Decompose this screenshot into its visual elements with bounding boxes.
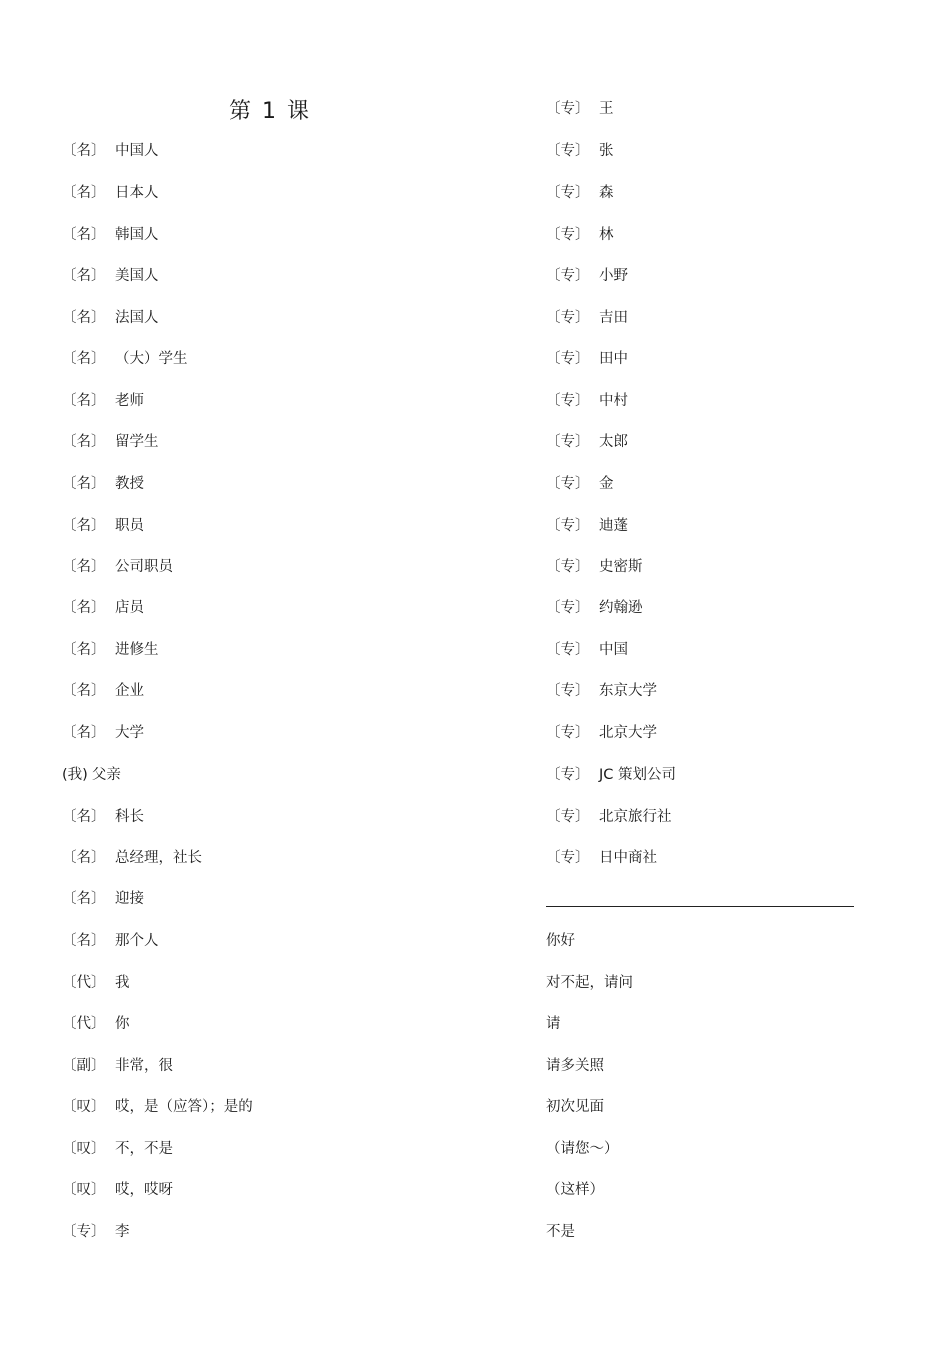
vocab-entry <box>546 99 614 119</box>
vocab-word: 老师 <box>115 393 144 409</box>
part-of-speech-tag: 〔名〕 <box>62 809 106 825</box>
vocab-word: 你 <box>115 1016 130 1032</box>
vocab-entry <box>62 266 159 286</box>
vocab-entry <box>62 391 144 411</box>
phrase-item: 请 <box>546 1016 561 1032</box>
vocab-word: 教授 <box>115 476 144 492</box>
vocab-word: 日中商社 <box>599 850 657 866</box>
vocab-word: 迪蓬 <box>599 518 628 534</box>
vocab-word: 总经理，社长 <box>115 850 202 866</box>
vocab-word: 哎，哎呀 <box>115 1182 173 1198</box>
part-of-speech-tag: 〔名〕 <box>62 393 106 409</box>
vocab-word: 科长 <box>115 809 144 825</box>
vocab-entry <box>62 640 159 660</box>
vocab-word: 不，不是 <box>115 1141 173 1157</box>
vocab-entry <box>546 516 628 536</box>
part-of-speech-tag: 〔名〕 <box>62 227 106 243</box>
vocab-entry <box>62 723 144 743</box>
part-of-speech-tag: 〔名〕 <box>62 143 106 159</box>
part-of-speech-tag: 〔专〕 <box>546 559 590 575</box>
vocab-entry <box>62 183 159 203</box>
part-of-speech-tag: 〔代〕 <box>62 975 106 991</box>
vocab-word: 职员 <box>115 518 144 534</box>
part-of-speech-tag: 〔名〕 <box>62 518 106 534</box>
part-of-speech-tag: 〔名〕 <box>62 310 106 326</box>
vocab-word: 进修生 <box>115 642 159 658</box>
vocab-word: 中国人 <box>115 143 159 159</box>
vocab-entry <box>62 931 159 951</box>
page-title: 第 1 课 <box>229 99 311 124</box>
part-of-speech-tag: 〔专〕 <box>546 476 590 492</box>
vocab-word: 东京大学 <box>599 683 657 699</box>
phrase-item: 对不起，请问 <box>546 975 633 991</box>
vocab-word: 大学 <box>115 725 144 741</box>
vocab-word: 中村 <box>599 393 628 409</box>
vocab-word: 企业 <box>115 683 144 699</box>
vocab-word: 田中 <box>599 351 628 367</box>
part-of-speech-tag: 〔名〕 <box>62 933 106 949</box>
vocab-word: 林 <box>599 227 614 243</box>
part-of-speech-tag: 〔专〕 <box>546 809 590 825</box>
vocab-entry <box>546 141 614 161</box>
part-of-speech-tag: 〔专〕 <box>546 268 590 284</box>
vocab-word: （大）学生 <box>115 351 188 367</box>
vocab-word: 韩国人 <box>115 227 159 243</box>
vocab-entry <box>546 266 628 286</box>
vocab-entry <box>62 141 159 161</box>
vocab-word: 吉田 <box>599 310 628 326</box>
part-of-speech-tag: 〔名〕 <box>62 683 106 699</box>
vocab-word: 非常，很 <box>115 1058 173 1074</box>
part-of-speech-tag: 〔专〕 <box>546 227 590 243</box>
part-of-speech-tag: 〔名〕 <box>62 642 106 658</box>
vocab-entry <box>62 349 188 369</box>
vocab-entry <box>546 807 672 827</box>
vocab-word: 张 <box>599 143 614 159</box>
vocab-word: 店员 <box>115 600 144 616</box>
part-of-speech-tag: 〔专〕 <box>546 310 590 326</box>
vocab-entry <box>546 474 614 494</box>
vocab-entry <box>62 973 130 993</box>
phrase-item: （请您～） <box>546 1141 619 1157</box>
vocab-word: 太郎 <box>599 434 628 450</box>
part-of-speech-tag: 〔名〕 <box>62 559 106 575</box>
vocab-word: 迎接 <box>115 891 144 907</box>
vocab-entry <box>546 432 628 452</box>
part-of-speech-tag: 〔名〕 <box>62 850 106 866</box>
vocab-entry <box>546 308 628 328</box>
part-of-speech-tag: 〔叹〕 <box>62 1182 106 1198</box>
vocab-entry <box>62 516 144 536</box>
part-of-speech-tag: 〔专〕 <box>546 642 590 658</box>
vocab-entry <box>62 681 144 701</box>
vocab-word: 哎，是（应答）；是的 <box>115 1099 253 1115</box>
vocab-entry <box>62 308 159 328</box>
part-of-speech-tag: 〔专〕 <box>546 185 590 201</box>
vocab-entry <box>62 1097 253 1117</box>
vocab-entry <box>546 765 676 785</box>
part-of-speech-tag: 〔专〕 <box>546 683 590 699</box>
vocab-entry <box>546 557 643 577</box>
vocab-word: 留学生 <box>115 434 159 450</box>
part-of-speech-tag: 〔叹〕 <box>62 1141 106 1157</box>
vocab-word: 那个人 <box>115 933 159 949</box>
vocab-word: 小野 <box>599 268 628 284</box>
part-of-speech-tag: 〔副〕 <box>62 1058 106 1074</box>
vocab-entry <box>62 807 144 827</box>
vocab-word: 北京大学 <box>599 725 657 741</box>
part-of-speech-tag: 〔专〕 <box>546 725 590 741</box>
phrase-item: 初次见面 <box>546 1099 604 1115</box>
phrase-item: 你好 <box>546 933 575 949</box>
part-of-speech-tag: 〔专〕 <box>546 351 590 367</box>
part-of-speech-tag: 〔专〕 <box>546 101 590 117</box>
part-of-speech-tag: 〔名〕 <box>62 185 106 201</box>
vocab-word: 史密斯 <box>599 559 643 575</box>
vocab-entry <box>62 598 144 618</box>
part-of-speech-tag: 〔名〕 <box>62 600 106 616</box>
vocab-entry <box>62 1014 130 1034</box>
vocab-word: 森 <box>599 185 614 201</box>
vocab-entry <box>546 183 614 203</box>
part-of-speech-tag: 〔名〕 <box>62 351 106 367</box>
phrase-item: 请多关照 <box>546 1058 604 1074</box>
vocab-entry <box>546 391 628 411</box>
part-of-speech-tag: 〔专〕 <box>546 600 590 616</box>
vocab-word: 李 <box>115 1224 130 1240</box>
part-of-speech-tag: 〔名〕 <box>62 268 106 284</box>
part-of-speech-tag: 〔名〕 <box>62 434 106 450</box>
part-of-speech-tag: 〔专〕 <box>546 143 590 159</box>
vocab-entry <box>62 848 202 868</box>
vocab-entry <box>62 1139 173 1159</box>
vocab-entry <box>62 765 121 785</box>
vocab-entry <box>62 474 144 494</box>
vocab-entry <box>546 723 657 743</box>
part-of-speech-tag: (我) <box>62 767 88 783</box>
vocab-word: 日本人 <box>115 185 159 201</box>
vocab-word: JC 策划公司 <box>599 767 677 783</box>
part-of-speech-tag: 〔名〕 <box>62 891 106 907</box>
vocab-word: 约翰逊 <box>599 600 643 616</box>
part-of-speech-tag: 〔代〕 <box>62 1016 106 1032</box>
vocab-entry <box>62 1222 130 1242</box>
vocab-word: 美国人 <box>115 268 159 284</box>
vocab-word: 北京旅行社 <box>599 809 672 825</box>
vocab-word: 中国 <box>599 642 628 658</box>
vocab-entry <box>546 681 657 701</box>
part-of-speech-tag: 〔专〕 <box>546 518 590 534</box>
vocab-entry <box>62 1056 173 1076</box>
part-of-speech-tag: 〔名〕 <box>62 476 106 492</box>
vocab-entry <box>546 598 643 618</box>
part-of-speech-tag: 〔专〕 <box>546 850 590 866</box>
vocab-word: 金 <box>599 476 614 492</box>
vocab-word: 父亲 <box>91 767 121 783</box>
vocab-entry <box>546 225 614 245</box>
vocab-word: 法国人 <box>115 310 159 326</box>
part-of-speech-tag: 〔叹〕 <box>62 1099 106 1115</box>
vocab-entry <box>62 1180 173 1200</box>
vocab-entry <box>62 432 159 452</box>
vocab-entry <box>62 557 173 577</box>
part-of-speech-tag: 〔专〕 <box>546 434 590 450</box>
part-of-speech-tag: 〔专〕 <box>546 767 590 783</box>
part-of-speech-tag: 〔专〕 <box>62 1224 106 1240</box>
phrase-item: 不是 <box>546 1224 575 1240</box>
vocab-word: 公司职员 <box>115 559 173 575</box>
vocab-entry <box>546 640 628 660</box>
vocab-entry <box>62 225 159 245</box>
vocab-entry <box>546 848 657 868</box>
part-of-speech-tag: 〔名〕 <box>62 725 106 741</box>
part-of-speech-tag: 〔专〕 <box>546 393 590 409</box>
vocab-entry <box>62 889 144 909</box>
vocab-word: 我 <box>115 975 130 991</box>
vocab-entry <box>546 349 628 369</box>
phrase-item: （这样） <box>546 1182 604 1198</box>
section-divider <box>546 906 854 907</box>
vocab-word: 王 <box>599 101 614 117</box>
